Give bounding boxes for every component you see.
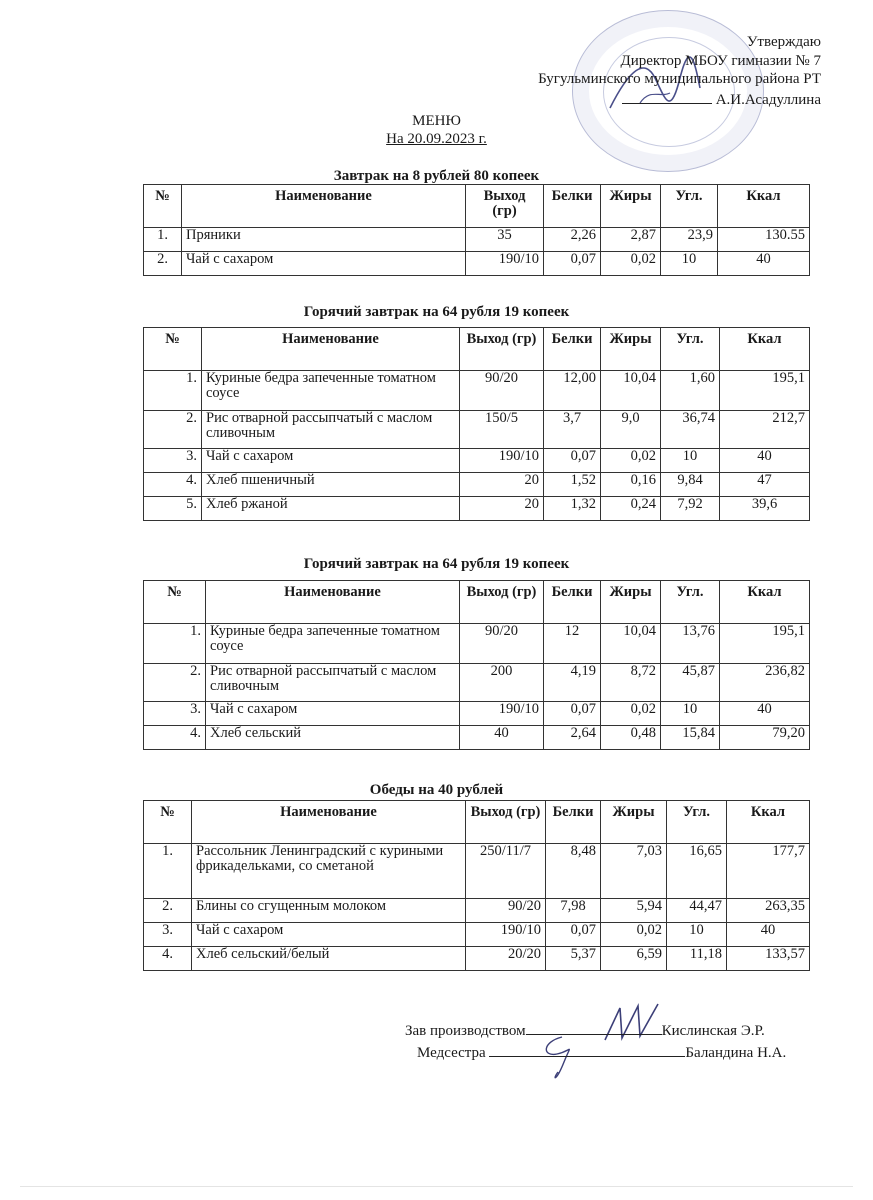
row-carbs: 10: [661, 252, 718, 276]
table-row: [144, 844, 810, 899]
row-fat: 0,24: [601, 497, 661, 521]
table-row: [144, 252, 810, 276]
row-name: Рассольник Ленинградский с куриными фрикадельками, со сметаной: [192, 844, 466, 899]
row-protein: 4,19: [544, 664, 601, 702]
row-carbs: 9,84: [661, 473, 720, 497]
row-name: Рис отварной рассыпчатый с маслом сливочным: [206, 664, 460, 702]
row-output: 90/20: [466, 899, 546, 923]
row-fat: 8,72: [601, 664, 661, 702]
row-protein: 12: [544, 624, 601, 664]
section-title: Горячий завтрак на 64 рубля 19 копеек: [303, 556, 570, 572]
row-kcal: 195,1: [720, 371, 810, 411]
row-output: 250/11/7: [466, 844, 546, 899]
col-carbs: Угл.: [667, 801, 727, 844]
menu-header: [0, 112, 873, 148]
approval-line-3: Бугульминского муниципального района РТ: [538, 71, 821, 87]
row-output: 190/10: [466, 252, 544, 276]
row-number: 1.: [144, 371, 202, 411]
approval-block: [461, 33, 821, 109]
director-name: А.И.Асадуллина: [715, 91, 821, 108]
section-title: Горячий завтрак на 64 рубля 19 копеек: [303, 304, 570, 320]
row-name: Хлеб сельский: [206, 726, 460, 750]
table-header-row: [144, 801, 810, 844]
row-name: Чай с сахаром: [192, 923, 466, 947]
row-fat: 7,03: [601, 844, 667, 899]
row-output: 90/20: [460, 624, 544, 664]
row-output: 200: [460, 664, 544, 702]
row-fat: 0,02: [601, 923, 667, 947]
table-row: [144, 947, 810, 971]
col-fat: Жиры: [601, 801, 667, 844]
row-name: Пряники: [182, 228, 466, 252]
row-protein: 2,26: [544, 228, 601, 252]
col-fat: Жиры: [601, 328, 661, 371]
row-protein: 2,64: [544, 726, 601, 750]
row-carbs: 1,60: [661, 371, 720, 411]
table-row: [144, 664, 810, 702]
row-number: 3.: [144, 449, 202, 473]
menu-table-breakfast: [143, 184, 810, 276]
section-title: Обеды на 40 рублей: [369, 782, 504, 798]
table-row: [144, 411, 810, 449]
menu-table-hot-breakfast-1: [143, 327, 810, 521]
row-name: Чай с сахаром: [182, 252, 466, 276]
row-output: 20: [460, 473, 544, 497]
col-kcal: Ккал: [720, 328, 810, 371]
menu-title: МЕНЮ: [412, 113, 461, 129]
row-name: Хлеб ржаной: [202, 497, 460, 521]
row-protein: 7,98: [546, 899, 601, 923]
col-number: №: [144, 328, 202, 371]
row-name: Блины со сгущенным молоком: [192, 899, 466, 923]
col-number: №: [144, 581, 206, 624]
row-number: 1.: [144, 228, 182, 252]
col-output: Выход (гр): [460, 328, 544, 371]
row-kcal: 263,35: [727, 899, 810, 923]
row-fat: 10,04: [601, 371, 661, 411]
col-name: Наименование: [206, 581, 460, 624]
col-output: Выход (гр): [466, 801, 546, 844]
row-output: 20/20: [466, 947, 546, 971]
row-output: 90/20: [460, 371, 544, 411]
production-role: Зав производством: [405, 1023, 526, 1039]
row-carbs: 16,65: [667, 844, 727, 899]
scan-edge-line: [20, 1186, 853, 1187]
col-output: Выход (гр): [466, 185, 544, 228]
row-name: Хлеб сельский/белый: [192, 947, 466, 971]
row-output: 40: [460, 726, 544, 750]
row-fat: 10,04: [601, 624, 661, 664]
row-number: 3.: [144, 702, 206, 726]
row-carbs: 36,74: [661, 411, 720, 449]
row-kcal: 177,7: [727, 844, 810, 899]
col-kcal: Ккал: [727, 801, 810, 844]
section-title: Завтрак на 8 рублей 80 копеек: [333, 168, 540, 184]
row-carbs: 15,84: [661, 726, 720, 750]
row-carbs: 23,9: [661, 228, 718, 252]
table-row: [144, 624, 810, 664]
row-carbs: 13,76: [661, 624, 720, 664]
col-carbs: Угл.: [661, 581, 720, 624]
row-kcal: 195,1: [720, 624, 810, 664]
row-fat: 0,48: [601, 726, 661, 750]
row-number: 2.: [144, 664, 206, 702]
table-row: [144, 726, 810, 750]
row-output: 190/10: [460, 702, 544, 726]
approval-line-4: [461, 89, 821, 110]
row-output: 190/10: [466, 923, 546, 947]
col-name: Наименование: [182, 185, 466, 228]
col-output: Выход (гр): [460, 581, 544, 624]
col-name: Наименование: [192, 801, 466, 844]
col-protein: Белки: [546, 801, 601, 844]
approval-line-2: Директор МБОУ гимназии № 7: [620, 52, 821, 69]
row-carbs: 10: [661, 449, 720, 473]
row-protein: 12,00: [544, 371, 601, 411]
col-name: Наименование: [202, 328, 460, 371]
row-kcal: 47: [720, 473, 810, 497]
col-protein: Белки: [544, 185, 601, 228]
row-number: 4.: [144, 947, 192, 971]
row-number: 2.: [144, 899, 192, 923]
row-output: 150/5: [460, 411, 544, 449]
table-header-row: [144, 581, 810, 624]
row-number: 1.: [144, 624, 206, 664]
row-fat: 0,02: [601, 702, 661, 726]
row-name: Куриные бедра запеченные томатном соусе: [206, 624, 460, 664]
row-kcal: 212,7: [720, 411, 810, 449]
production-name: Кислинская Э.Р.: [661, 1023, 765, 1039]
row-output: 190/10: [460, 449, 544, 473]
row-carbs: 11,18: [667, 947, 727, 971]
row-carbs: 10: [667, 923, 727, 947]
row-fat: 5,94: [601, 899, 667, 923]
col-number: №: [144, 801, 192, 844]
approval-line-1: Утверждаю: [746, 34, 821, 50]
col-carbs: Угл.: [661, 185, 718, 228]
production-signature-row: [405, 1020, 825, 1042]
row-name: Куриные бедра запеченные томатном соусе: [202, 371, 460, 411]
row-number: 2.: [144, 411, 202, 449]
row-fat: 2,87: [601, 228, 661, 252]
row-protein: 5,37: [546, 947, 601, 971]
row-kcal: 40: [720, 702, 810, 726]
row-kcal: 40: [727, 923, 810, 947]
col-kcal: Ккал: [720, 581, 810, 624]
row-protein: 3,7: [544, 411, 601, 449]
row-number: 5.: [144, 497, 202, 521]
row-output: 35: [466, 228, 544, 252]
table-row: [144, 228, 810, 252]
row-fat: 0,02: [601, 449, 661, 473]
row-protein: 0,07: [546, 923, 601, 947]
row-fat: 9,0: [601, 411, 661, 449]
row-number: 4.: [144, 473, 202, 497]
col-carbs: Угл.: [661, 328, 720, 371]
row-name: Чай с сахаром: [206, 702, 460, 726]
row-carbs: 7,92: [661, 497, 720, 521]
menu-table-hot-breakfast-2: [143, 580, 810, 750]
nurse-signature-row: [405, 1042, 825, 1064]
col-protein: Белки: [544, 581, 601, 624]
row-number: 2.: [144, 252, 182, 276]
row-kcal: 133,57: [727, 947, 810, 971]
col-fat: Жиры: [601, 581, 661, 624]
row-number: 3.: [144, 923, 192, 947]
row-output: 20: [460, 497, 544, 521]
row-name: Чай с сахаром: [202, 449, 460, 473]
col-number: №: [144, 185, 182, 228]
nurse-name: Баландина Н.А.: [685, 1045, 787, 1061]
row-protein: 0,07: [544, 702, 601, 726]
table-row: [144, 702, 810, 726]
row-protein: 0,07: [544, 252, 601, 276]
table-row: [144, 899, 810, 923]
table-header-row: [144, 185, 810, 228]
table-row: [144, 923, 810, 947]
row-number: 1.: [144, 844, 192, 899]
table-row: [144, 497, 810, 521]
signatures-block: [405, 1020, 825, 1064]
menu-table-lunch: [143, 800, 810, 971]
row-protein: 8,48: [546, 844, 601, 899]
row-carbs: 44,47: [667, 899, 727, 923]
row-kcal: 40: [720, 449, 810, 473]
row-carbs: 45,87: [661, 664, 720, 702]
row-kcal: 130.55: [718, 228, 810, 252]
nurse-role: Медсестра: [417, 1045, 486, 1061]
col-protein: Белки: [544, 328, 601, 371]
row-protein: 1,52: [544, 473, 601, 497]
row-number: 4.: [144, 726, 206, 750]
row-kcal: 79,20: [720, 726, 810, 750]
row-kcal: 236,82: [720, 664, 810, 702]
row-protein: 1,32: [544, 497, 601, 521]
row-fat: 0,16: [601, 473, 661, 497]
row-name: Рис отварной рассыпчатый с маслом сливочным: [202, 411, 460, 449]
table-header-row: [144, 328, 810, 371]
table-row: [144, 473, 810, 497]
row-carbs: 10: [661, 702, 720, 726]
row-kcal: 39,6: [720, 497, 810, 521]
col-fat: Жиры: [601, 185, 661, 228]
row-fat: 6,59: [601, 947, 667, 971]
table-row: [144, 371, 810, 411]
row-kcal: 40: [718, 252, 810, 276]
col-kcal: Ккал: [718, 185, 810, 228]
row-name: Хлеб пшеничный: [202, 473, 460, 497]
row-fat: 0,02: [601, 252, 661, 276]
row-protein: 0,07: [544, 449, 601, 473]
table-row: [144, 449, 810, 473]
menu-date: На 20.09.2023 г.: [386, 131, 487, 147]
